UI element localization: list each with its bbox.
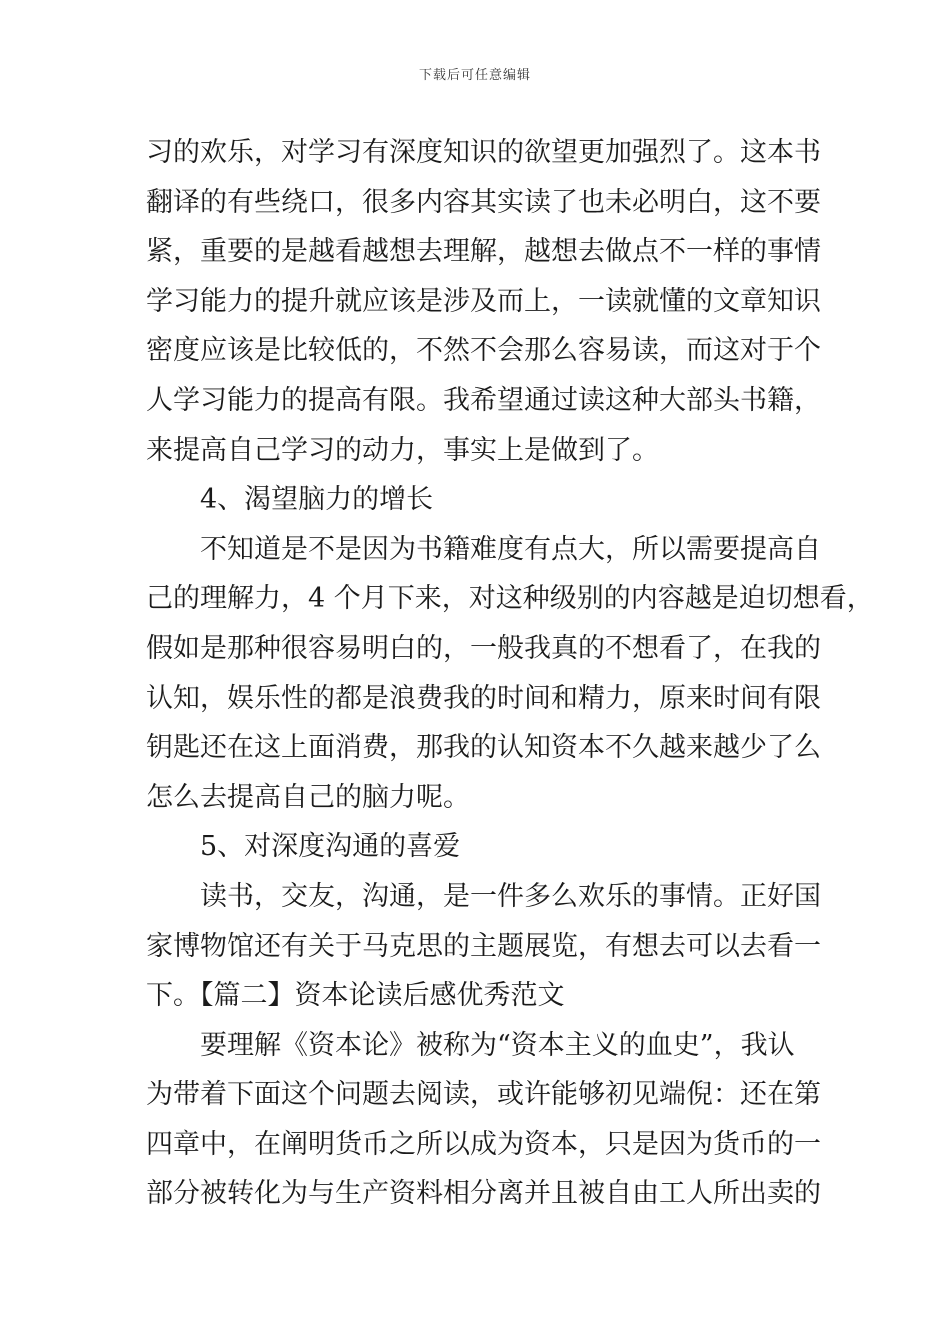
text-line: 习的欢乐，对学习有深度知识的欲望更加强烈了。这本书 (146, 137, 821, 168)
text-line: 紧，重要的是越看越想去理解，越想去做点不一样的事情 (146, 236, 821, 268)
text-line: 人学习能力的提高有限。我希望通过读这种大部头书籍， (146, 384, 821, 416)
text-line: 下。【篇二】资本论读后感优秀范文 (146, 980, 565, 1012)
text-line: 要理解《资本论》被称为“资本主义的血史”，我认 (200, 1029, 795, 1061)
text-line: 翻译的有些绕口，很多内容其实读了也未必明白，这不要 (146, 186, 821, 218)
text-line: 来提高自己学习的动力，事实上是做到了。 (146, 434, 659, 466)
section-heading: 4、渴望脑力的增长 (200, 484, 434, 516)
text-line: 认知，娱乐性的都是浪费我的时间和精力，原来时间有限 (146, 682, 821, 714)
text-line: 怎么去提高自己的脑力呢。 (146, 781, 470, 813)
text-line: 为带着下面这个问题去阅读，或许能够初见端倪：还在第 (146, 1079, 821, 1111)
page-header: 下载后可任意编辑 (418, 68, 531, 83)
text-line: 假如是那种很容易明白的，一般我真的不想看了，在我的 (146, 632, 821, 664)
text-line: 己的理解力，4 个月下来，对这种级别的内容越是迫切想看， (146, 583, 874, 615)
text-line: 学习能力的提升就应该是涉及而上，一读就懂的文章知识 (146, 285, 821, 317)
section-heading: 5、对深度沟通的喜爱 (200, 831, 461, 863)
document-body (146, 128, 874, 1219)
text-line: 四章中，在阐明货币之所以成为资本，只是因为货币的一 (146, 1128, 821, 1160)
text-line: 不知道是不是因为书籍难度有点大，所以需要提高自 (200, 533, 821, 565)
text-line: 钥匙还在这上面消费，那我的认知资本不久越来越少了么 (146, 732, 821, 764)
text-line: 部分被转化为与生产资料相分离并且被自由工人所出卖的 (146, 1178, 821, 1210)
text-line: 家博物馆还有关于马克思的主题展览，有想去可以去看一 (146, 930, 821, 962)
text-line: 密度应该是比较低的，不然不会那么容易读，而这对于个 (146, 335, 821, 367)
text-line: 读书，交友，沟通，是一件多么欢乐的事情。正好国 (200, 880, 821, 912)
